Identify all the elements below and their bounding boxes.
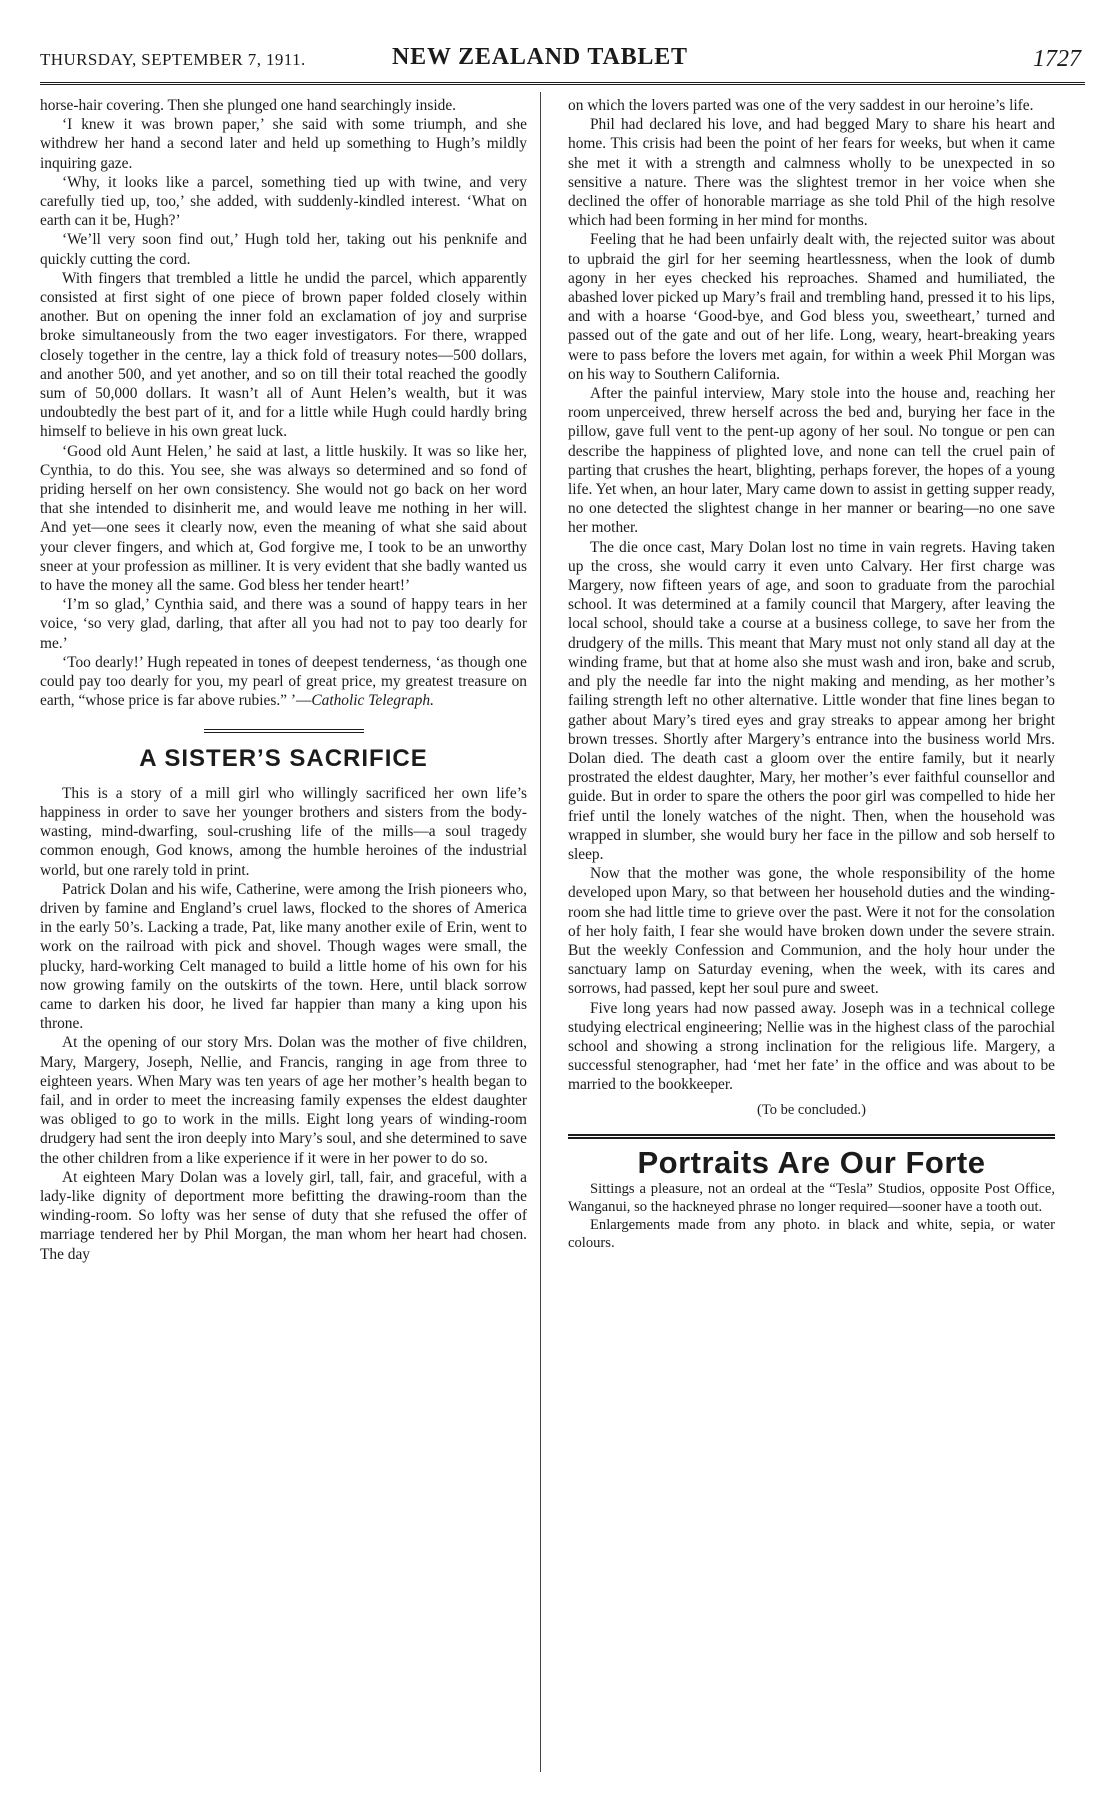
paragraph: ‘I knew it was brown paper,’ she said with some triumph, and she withdrew her hand a second later and held up something to Hugh’s mildly inquiring gaze. bbox=[40, 116, 527, 172]
advert-body bbox=[568, 1180, 1055, 1252]
right-column bbox=[568, 96, 1055, 1252]
paragraph: Now that the mother was gone, the whole responsibility of the home developed upon Mary, so that between her household duties and the winding-room she had little time to grieve over the past. Were it not for the consolation of her holy faith, I fear she would have broken down under the severe strain. But the weekly Confession and Communion, and the holy hour under the sanctuary lamp on Saturday evening, when the week, with its cares and sorrows, had passed, kept her soul pure and sweet. bbox=[568, 865, 1055, 998]
paragraph: Phil had declared his love, and had begged Mary to share his heart and home. This crisis had been the point of her fears for weeks, but when it came she met it with a strength and calmness wholly to be unexpected in so sensitive a nature. There was the slightest tremor in her voice when she declined the offer of honorable marriage as she told Phil of the high resolve which had been forming in her mind for months. bbox=[568, 116, 1055, 230]
paragraph: horse-hair covering. Then she plunged one hand searchingly inside. bbox=[40, 97, 456, 114]
left-column bbox=[40, 96, 527, 1264]
column-divider bbox=[540, 92, 541, 1772]
advert-paragraph: Sittings a pleasure, not an ordeal at the “Tesla” Studios, opposite Post Office, Wanganui, so the hackneyed phrase no longer required—sooner have a tooth out. bbox=[568, 1180, 1055, 1215]
paragraph: After the painful interview, Mary stole into the house and, reaching her room unperceived, threw herself across the bed and, burying her face in the pillow, gave full vent to the pent-up agony of her soul. No tongue or pen can describe the happiness of plighted love, and none can tell the cruel pain of parting that crushes the heart, blighting, perhaps forever, the hopes of a young life. Yet when, an hour later, Mary came down to assist in getting supper ready, no one detected the slightest change in her manner or bearing—no one save her mother. bbox=[568, 385, 1055, 537]
paragraph: The die once cast, Mary Dolan lost no time in vain regrets. Having taken up the cross, she would carry it even unto Calvary. Her first charge was Margery, now fifteen years of age, and soon to graduate from the parochial school. It was determined at a family council that Margery, after leaving the local school, should take a course at a business college, to save her from the drudgery of the mills. This meant that Mary must not only stand all day at the winding frame, but that at home also she must wash and iron, bake and scrub, and ply the needle far into the night making and mending, as her mother’s failing strength left no other alternative. Little wonder that fine lines began to gather about Mary’s tired eyes and gray streaks to appear among her bright brown tresses. Shortly after Margery’s entrance into the business world Mrs. Dolan died. The death cast a gloom over the entire family, but it nearly prostrated the eldest daughter, Mary, her mother’s ever faithful counsellor and guide. But in order to spare the others the poor girl was compelled to hide her frief until the lonely watches of the night. Then, when the household was wrapped in slumber, she would bury her face in the pillow and sob herself to sleep. bbox=[568, 538, 1055, 863]
paragraph: ‘Why, it looks like a parcel, something tied up with twine, and very carefully tied up, too,’ she added, with suddenly-kindled interest. ‘What on earth can it be, Hugh?’ bbox=[40, 173, 527, 230]
paragraph: Feeling that he had been unfairly dealt with, the rejected suitor was about to upbraid the girl for her seeming heartlessness, when the look of dumb agony in her eyes checked his reproaches. Shamed and humiliated, the abashed lover picked up Mary’s frail and trembling hand, pressed it to his lips, and with a hoarse ‘Good-bye, and God bless you, sweetheart,’ turned and passed out of the gate and out of her life. Long, weary, heart-breaking years were to pass before the lovers met again, for within a week Phil Morgan was on his way to Southern California. bbox=[568, 231, 1055, 383]
paragraph bbox=[40, 653, 527, 711]
advert-rule bbox=[568, 1134, 1055, 1139]
paragraph: ‘We’ll very soon find out,’ Hugh told her, taking out his penknife and quickly cutting the cord. bbox=[40, 231, 527, 268]
paragraph: This is a story of a mill girl who willingly sacrificed her own life’s happiness in order to save her younger brothers and sisters from the body-wasting, mind-dwarfing, soul-crushing life of the mills—a soul tragedy common enough, God knows, among the humble heroines of the industrial world, but one rarely told in print. bbox=[40, 784, 527, 879]
issue-date: THURSDAY, SEPTEMBER 7, 1911. bbox=[40, 50, 306, 69]
masthead bbox=[40, 42, 1085, 82]
paragraph-text: ‘Too dearly!’ Hugh repeated in tones of deepest tenderness, ‘as though one could pay too dearly for you, my pearl of great price, my greatest treasure on earth, “whose price is far above rubies.” ’— bbox=[40, 653, 527, 710]
to-be-concluded-note: (To be concluded.) bbox=[757, 1101, 866, 1118]
paragraph: Five long years had now passed away. Joseph was in a technical college studying electrical engineering; Nellie was in the highest class of the parochial school and showing a strong inclination for the religious life. Margery, a successful stenographer, had ‘met her fate’ in the office and was about to be married to the bookkeeper. bbox=[568, 999, 1055, 1094]
paragraph: ‘Good old Aunt Helen,’ he said at last, a little huskily. It was so like her, Cynthia, to do this. You see, she was always so determined and so fond of priding herself on her own consistency. She would not go back on her word that she intended to disinherit me, and would leave me nothing in her will. And yet—one sees it clearly now, even the meaning of what she said about your clever fingers, and which at, God forgive me, I took to be an unworthy sneer at your profession as milliner. It is very evident that she badly wanted us to have the money all the same. God bless her tender heart!’ bbox=[40, 442, 527, 595]
source-attribution: Catholic Telegraph. bbox=[311, 692, 434, 710]
paragraph: on which the lovers parted was one of the very saddest in our heroine’s life. bbox=[568, 97, 1034, 114]
advert-paragraph: Enlargements made from any photo. in black and white, sepia, or water colours. bbox=[568, 1216, 1055, 1251]
paragraph: At eighteen Mary Dolan was a lovely girl, tall, fair, and graceful, with a lady-like dignity of deportment more befitting the drawing-room than the winding-room. So lofty was her sense of duty that she refused the offer of marriage tendered her by Phil Morgan, the man whom her heart had chosen. The day bbox=[40, 1168, 527, 1263]
paragraph: ‘I’m so glad,’ Cynthia said, and there was a sound of happy tears in her voice, ‘so very glad, darling, that after all you had not to pay too dearly for me.’ bbox=[40, 596, 527, 652]
masthead-rule bbox=[40, 82, 1085, 85]
article-headline: A SISTER’S SACRIFICE bbox=[139, 744, 428, 772]
paragraph: At the opening of our story Mrs. Dolan was the mother of five children, Mary, Margery, Joseph, Nellie, and Francis, ranging in age from three to eighteen years. When Mary was ten years of age her mother’s health began to fail, and in order to meet the increasing family expenses the eldest daughter was obliged to go to work in the mills. Eight long years of winding-room drudgery had sent the iron deeply into Mary’s soul, and she determined to save the other children from a like experience if it were in her power to do so. bbox=[40, 1034, 527, 1167]
newspaper-title: NEW ZEALAND TABLET bbox=[392, 44, 688, 70]
paragraph: Patrick Dolan and his wife, Catherine, were among the Irish pioneers who, driven by famine and England’s cruel laws, flocked to the shores of America in the early 50’s. Lacking a trade, Pat, like many another exile of Erin, went to work on the railroad with pick and shovel. Though wages were small, the plucky, hard-working Celt managed to build a little home of his own for his now growing family on the outskirts of the town. Here, until black sorrow came to darken his door, he lived far happier than many a king upon his throne. bbox=[40, 880, 527, 1033]
section-rule bbox=[204, 729, 364, 733]
page-number: 1727 bbox=[1033, 46, 1081, 72]
advert-heading: Portraits Are Our Forte bbox=[637, 1144, 986, 1180]
paragraph: With fingers that trembled a little he undid the parcel, which apparently consisted at first sight of one piece of brown paper folded closely within another. But on opening the inner fold an exclamation of joy and surprise broke simultaneously from the two eager investigators. For there, wrapped closely together in the centre, lay a thick fold of treasury notes—500 dollars, and another 500, and yet another, and so on till their total reached the goodly sum of 50,000 dollars. It wasn’t all of Aunt Helen’s wealth, but it was undoubtedly the best part of it, and for a little while Hugh could hardly bring himself to believe in his own great luck. bbox=[40, 269, 527, 441]
